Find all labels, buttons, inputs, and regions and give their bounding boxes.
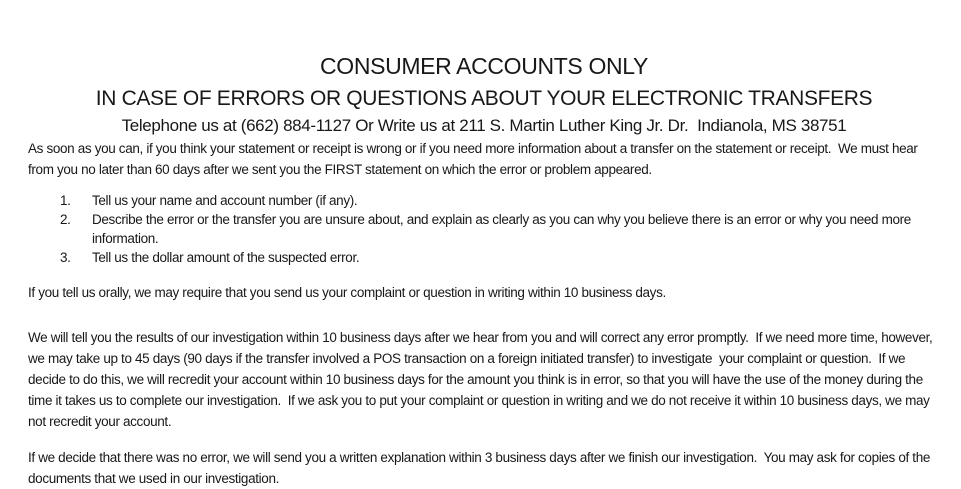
- list-item-3-text: Tell us the dollar amount of the suspected error.: [92, 250, 360, 265]
- contact-line: Telephone us at (662) 884-1127 Or Write us at 211 S. Martin Luther King Jr. Dr. Indianola, MS 38751: [121, 116, 847, 135]
- list-item-1-number: 1.: [60, 193, 71, 208]
- list-item-1: [60, 191, 940, 210]
- title-consumer-accounts-only: CONSUMER ACCOUNTS ONLY: [320, 53, 648, 79]
- list-item-2-number: 2.: [60, 212, 71, 227]
- list-item-3: [60, 248, 940, 267]
- paragraph-investigation-results: We will tell you the results of our investigation within 10 business days after we hear from you and will correct any error promptly. If we need more time, however, we may take up to 45 days (90 days if the transfer involved a POS transaction on a foreign initiated transfer) to investigate your complaint or question. If we decide to do this, we will recredit your account within 10 business days for the amount you think is in error, so that you will have the use of the money during the time it takes us to complete our investigation. If we ask you to put your complaint or question in writing and we do not receive it within 10 business days, we may not recredit your account.: [28, 330, 936, 429]
- list-item-2-text: Describe the error or the transfer you are unsure about, and explain as clearly as you can why you believe there is an error or why you need more information.: [92, 212, 915, 246]
- title-errors-or-questions: IN CASE OF ERRORS OR QUESTIONS ABOUT YOUR ELECTRONIC TRANSFERS: [95, 87, 873, 110]
- paragraph-oral-complaint: If you tell us orally, we may require that you send us your complaint or question in writing within 10 business days.: [28, 285, 666, 300]
- list-item-3-number: 3.: [60, 250, 71, 265]
- list-item-1-text: Tell us your name and account number (if any).: [92, 193, 358, 208]
- instructions-list: [60, 191, 940, 267]
- list-item-2: [60, 210, 940, 248]
- paragraph-no-error-explanation: If we decide that there was no error, we will send you a written explanation within 3 business days after we finish our investigation. You may ask for copies of the documents that we used in our investigation.: [28, 450, 934, 486]
- intro-paragraph: As soon as you can, if you think your statement or receipt is wrong or if you need more information about a transfer on the statement or receipt. We must hear from you no later than 60 days after we sent you the FIRST statement on which the error or problem appeared.: [28, 141, 921, 177]
